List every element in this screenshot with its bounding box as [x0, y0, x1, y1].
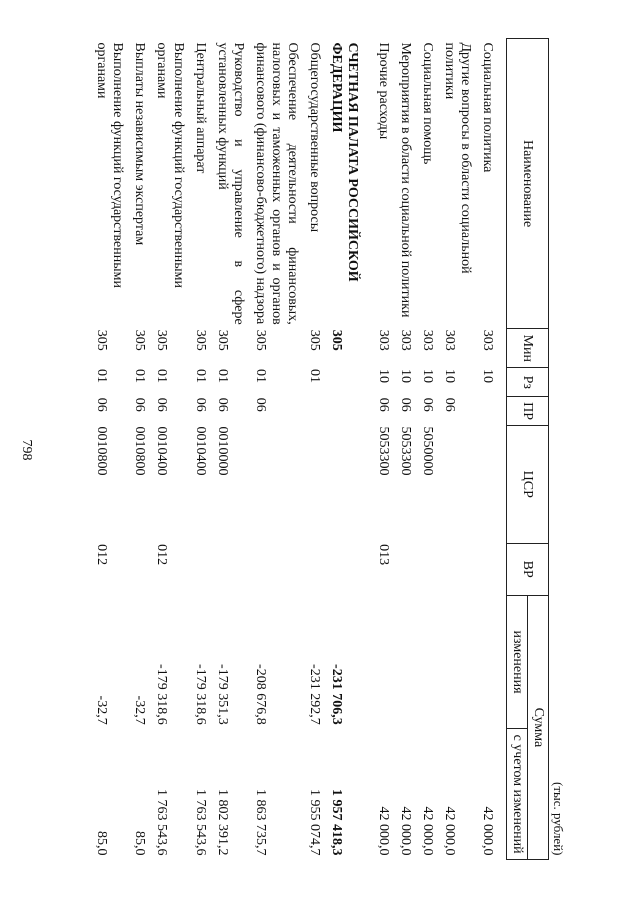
table-row: Обеспечение деятельности финансовых, налоговых и таможенных органов и органов финансового (финансово-бюджетного) надзора 305 01 06 -208 676,8 1 863 735,7: [252, 42, 301, 856]
document-area: [94, 38, 566, 860]
table-row: Выполнение функций государственными органами 305 01 06 0010800 012 -32,7 85,0: [94, 42, 126, 856]
rotated-page: [94, 38, 566, 860]
header-sum: Сумма: [528, 595, 549, 859]
table-row: Мероприятия в области социальной политики 303 10 06 5053300 42 000,0: [397, 42, 413, 856]
table-row: Выполнение функций государственными органами 305 01 06 0010400 012 -179 318,6 1 763 543,6: [154, 42, 186, 856]
table-row: Социальная помощь 303 10 06 5050000 42 000,0: [419, 42, 435, 856]
table-row: Центральный аппарат 305 01 06 0010400 -179 318,6 1 763 543,6: [192, 42, 208, 856]
table-row: Общегосударственные вопросы 305 01 -231 292,7 1 955 074,7: [307, 42, 323, 856]
budget-table: [90, 38, 566, 860]
table-row: Выплаты независимым экспертам 305 01 06 0010800 -32,7 85,0: [132, 42, 148, 856]
header-name: Наименование: [507, 39, 549, 329]
table-header: [507, 39, 567, 860]
table-row: Социальная политика 303 10 42 000,0: [480, 42, 495, 856]
table-row: Прочие расходы 303 10 06 5053300 013 42 000,0: [375, 42, 391, 856]
table-row-section: СЧЕТНАЯ ПАЛАТА РОССИЙСКОЙ ФЕДЕРАЦИИ 305 -231 706,3 1 957 418,3: [329, 42, 361, 856]
header-pr: ПР: [507, 397, 549, 426]
header-changes: изменения: [507, 595, 528, 728]
table-row: Руководство и управление в сфере установленных функций 305 01 06 0010000 -179 351,3 1 802 391,2: [214, 42, 246, 856]
page-number: 798: [19, 439, 34, 461]
header-vr: ВР: [507, 543, 549, 595]
header-min: Мин: [507, 329, 549, 368]
header-csr: ЦСР: [507, 425, 549, 543]
unit-label: (тыс. рублей): [551, 781, 566, 856]
table-row: Другие вопросы в области социальной политики 303 10 06 42 000,0: [441, 42, 473, 856]
header-with-changes: с учетом изменений: [507, 729, 528, 860]
header-rz: Рз: [507, 368, 549, 397]
